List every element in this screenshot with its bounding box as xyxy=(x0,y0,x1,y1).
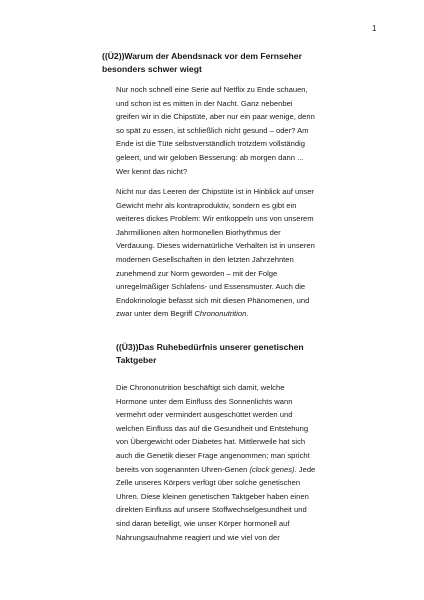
heading-2-line-1: ((Ü3))Das Ruhebedürfnis unserer genetischen xyxy=(116,342,304,352)
text-line: Nicht nur das Leeren der Chipstüte ist in Hinblick auf unser xyxy=(116,187,314,196)
text-line: weiteres dickes Problem: Wir entkoppeln uns von unserem xyxy=(116,214,314,224)
text-line xyxy=(116,307,360,321)
heading-1-line-1: ((Ü2))Warum der Abendsnack vor dem Fernseher xyxy=(102,51,302,61)
text-line: zunehmend zur Norm geworden – mit der Folge xyxy=(116,268,278,278)
text-line: so spät zu essen, ist schließlich nicht gesund – oder? Am xyxy=(116,125,309,135)
text-line: direkten Einfluss auf unsere Stoffwechselgesundheit und xyxy=(116,505,307,515)
text-line: Nahrungsaufnahme reagiert und wie viel von der xyxy=(116,532,280,542)
text-line: geleert, und wir geloben Besserung: ab morgen dann ... xyxy=(116,152,304,162)
text-line: Ende ist die Tüte selbstverständlich trotzdem vollständig xyxy=(116,139,305,149)
text-line: Jahrmillionen alten hormonellen Biorhythmus der xyxy=(116,227,281,237)
text-line: sind daran beteiligt, wie unser Körper hormonell auf xyxy=(116,518,290,528)
text-line: Zelle unseres Körpers verfügt über solche genetischen xyxy=(116,478,301,488)
text-line: Verdauung. Dieses widernatürliche Verhalten ist in unseren xyxy=(116,241,315,251)
text-line: Die Chrononutrition beschäftigt sich damit, welche xyxy=(116,383,285,392)
text-line: vermehrt oder vermindert ausgeschüttet werden und xyxy=(116,410,293,420)
text-line: Uhren. Diese kleinen genetischen Taktgeber haben einen xyxy=(116,491,309,501)
text-line: unregelmäßiger Schlafens- und Essensmuster. Auch die xyxy=(116,282,306,292)
text-line: greifen wir in die Chipstüte, aber nur ein paar wenige, denn xyxy=(116,112,315,122)
page-number: 1 xyxy=(372,24,377,33)
text-line: modernen Gesellschaften in den letzten Jahrzehnten xyxy=(116,254,294,264)
heading-2-line-2: Taktgeber xyxy=(116,355,157,365)
paragraph-3 xyxy=(116,381,360,544)
text-fragment: . Jede xyxy=(294,464,316,474)
text-fragment: . xyxy=(246,309,249,319)
text-line: Wer kennt das nicht? xyxy=(116,166,188,176)
paragraph-2 xyxy=(116,185,360,321)
heading-1-line-2: besonders schwer wiegt xyxy=(102,64,202,74)
text-line: Nur noch schnell eine Serie auf Netflix zu Ende schauen, xyxy=(116,85,308,94)
section-heading-1 xyxy=(102,50,362,76)
text-line: von Übergewicht oder Diabetes hat. Mittlerweile hat sich xyxy=(116,437,306,447)
paragraph-1 xyxy=(116,83,360,178)
term-clock-genes: (clock genes) xyxy=(249,464,295,474)
section-heading-2 xyxy=(116,341,356,367)
text-line: Hormone unter dem Einfluss des Sonnenlichts wann xyxy=(116,396,293,406)
text-line: welchen Einfluss das auf die Gesundheit und Entstehung xyxy=(116,423,309,433)
text-line: Endokrinologie befasst sich mit diesen Phänomenen, und xyxy=(116,295,310,305)
text-line: Gewicht mehr als kontraproduktiv, sondern es gibt ein xyxy=(116,200,297,210)
text-line xyxy=(116,463,360,477)
text-fragment: zwar unter dem Begriff xyxy=(116,309,195,319)
text-line: und schon ist es mitten in der Nacht. Ganz nebenbei xyxy=(116,98,293,108)
term-chrononutrition: Chrononutrition xyxy=(194,309,247,319)
text-fragment: bereits von sogenannten Uhren-Genen xyxy=(116,464,250,474)
text-line: auch die Genetik dieser Frage angenommen; man spricht xyxy=(116,450,310,460)
